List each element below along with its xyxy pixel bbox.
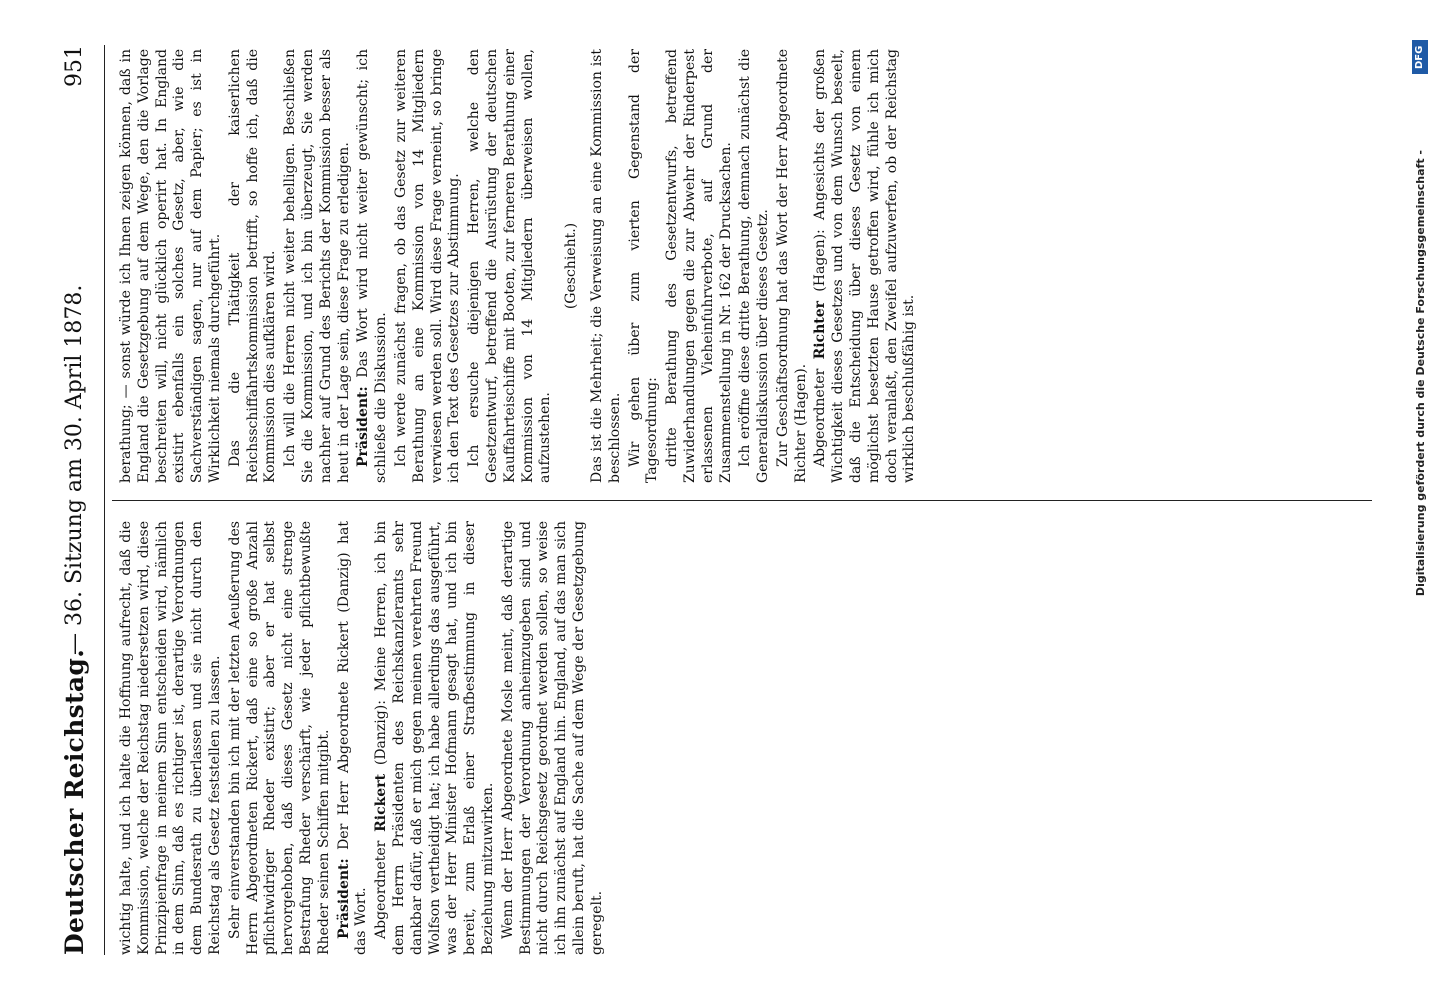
right-paragraph: Ich ersuche diejenigen Herren, welche den Gesetzentwurf, betreffend die Ausrüstung der deutschen Kauffahrteischiffe mit Booten, zur ferneren Berathung einer Kommission von 14 Mitgliedern überweisen wollen, aufzustehen. — [466, 49, 554, 483]
speaker-name: Rickert — [373, 773, 390, 832]
right-paragraph: Das ist die Mehrheit; die Verweisung an eine Kommission ist beschlossen. — [588, 49, 623, 483]
left-column — [118, 521, 609, 955]
left-paragraph: wichtig halte, und ich halte die Hoffnung aufrecht, daß die Kommission, welche der Reichstag niedersetzen wird, diese Prinzipienfrage in meinem Sinn entscheiden wird, nämlich in dem Sinn, daß es richtiger ist, derartige Verordnungen dem Bundesrath zu überlassen und sie nicht durch den Reichstag als Gesetz feststellen zu lassen. — [118, 521, 223, 955]
left-paragraph — [373, 521, 498, 955]
agenda-item: dritte Berathung des Gesetzentwurfs, betreffend Zuwiderhandlungen gegen die zur Abwehr der Rinderpest erlassenen Vieheinfuhrverbote, auf Grund der Zusammenstellung in Nr. 162 der Drucksachen. — [664, 49, 734, 483]
speaker-label: Präsident: — [335, 858, 352, 939]
left-paragraph: Wenn der Herr Abgeordnete Mosle meint, daß derartige Bestimmungen der Verordnung anheimzugeben sind und nicht durch Reichsgesetz geordnet werden sollen, so weise ich ihn zunächst auf England hin. England, auf das man sich allein beruft, hat die Sache auf dem Wege der Gesetzgebung geregelt. — [499, 521, 605, 955]
paragraph-text: Das Wort wird nicht weiter gewünscht; ich schließe die Diskussion. — [355, 49, 390, 483]
left-paragraph: Sehr einverstanden bin ich mit der letzten Aeußerung des Herrn Abgeordneten Rickert, daß eine so große Anzahl pflichtwidriger Rheder existirt; aber er hat selbst hervorgehoben, daß dieses Gesetz nicht eine strenge Bestrafung Rheder verschärft, wie jeder pflichtbewußte Rheder seinen Schiffen mitgibt. — [226, 521, 332, 955]
page-header — [60, 45, 100, 955]
right-paragraph: Das die Thätigkeit der kaiserlichen Reichsschiffahrtskommission betrifft, so hoffe ich, daß die Kommission dies aufklären wird. — [226, 49, 279, 483]
paragraph-text: (Danzig): Meine Herren, ich bin dem Herrn Präsidenten des Reichskanzleramts sehr dankbar dafür, daß er mich gegen meinen verehrten Freund Wolfson vertheidigt hat; ich habe allerdings das ausgeführt, was der Herr Minister Hofmann gesagt hat, und ich bin bereit, zum Erlaß einer Strafbestimmung in dieser Beziehung mitzuwirken. — [373, 521, 496, 955]
column-divider — [112, 500, 1372, 501]
speaker-name: Richter — [812, 300, 829, 360]
right-column — [118, 49, 921, 483]
rotated-sheet — [26, 5, 1406, 995]
stage-direction: (Geschieht.) — [563, 222, 580, 310]
paragraph-text: Der Herr Abgeordnete Rickert (Danzig) hat das Wort. — [335, 521, 370, 955]
speaker-label: Präsident: — [355, 386, 372, 467]
speaker-role: Abgeordneter — [812, 368, 829, 467]
left-paragraph — [336, 521, 372, 955]
right-paragraph — [355, 49, 391, 483]
right-paragraph: Wir gehen über zum vierten Gegenstand der Tagesordnung: — [626, 49, 661, 483]
speaker-role: Abgeordneter — [373, 840, 390, 939]
digitization-sidebar — [1402, 40, 1430, 960]
dfg-logo: DFG — [1412, 40, 1428, 74]
right-paragraph — [812, 49, 919, 483]
right-paragraph: Ich eröffne diese dritte Berathung, demnach zunächst die Generaldiskussion über dieses Gesetz. — [737, 49, 772, 483]
right-paragraph: Zur Geschäftsordnung hat das Wort der Herr Abgeordnete Richter (Hagen). — [774, 49, 809, 483]
paragraph-text: (Hagen): Angesichts der großen Wichtigkeit dieses Gesetzes und von dem Wunsch beseelt, daß die Entscheidung über dieses Gesetz von einem möglichst besetzten Hause getroffen wird, fühle ich mich doch veranlaßt, den Zweifel aufzuwerfen, ob der Reichstag wirklich beschlußfähig ist. — [812, 48, 918, 483]
right-paragraph: berathung; — sonst würde ich Ihnen zeigen können, daß in England die Gesetzgebung auf dem Wege, den die Vorlage beschreiten will, nicht glücklich operirt hat. In England existirt ebenfalls ein solches Gesetz, aber, wie die Sachverständigen sagen, nur auf dem Papier; es ist in Wirklichkeit niemals durchgeführt. — [118, 49, 223, 483]
right-paragraph: Ich will die Herren nicht weiter behelligen. Beschließen Sie die Kommission, und ich bin überzeugt, Sie werden nachher auf Grund des Berichts der Kommission besser als heut in der Lage sein, diese Frage zu erledigen. — [282, 49, 352, 483]
journal-title: Deutscher Reichstag. — [60, 648, 89, 955]
page-number: 951 — [62, 45, 87, 87]
session-line: — 36. Sitzung am 30. April 1878. — [62, 284, 87, 655]
right-paragraph: Ich werde zunächst fragen, ob das Gesetz zur weiteren Berathung an eine Kommission von 14 Mitgliedern verwiesen werden soll. Wird diese Frage verneint, so bringe ich den Text des Gesetzes zur Abstimmung. — [392, 49, 463, 483]
header-rule — [104, 45, 105, 955]
digitization-note: Digitalisierung gefördert durch die Deutsche Forschungsgemeinschaft - — [1414, 150, 1427, 597]
